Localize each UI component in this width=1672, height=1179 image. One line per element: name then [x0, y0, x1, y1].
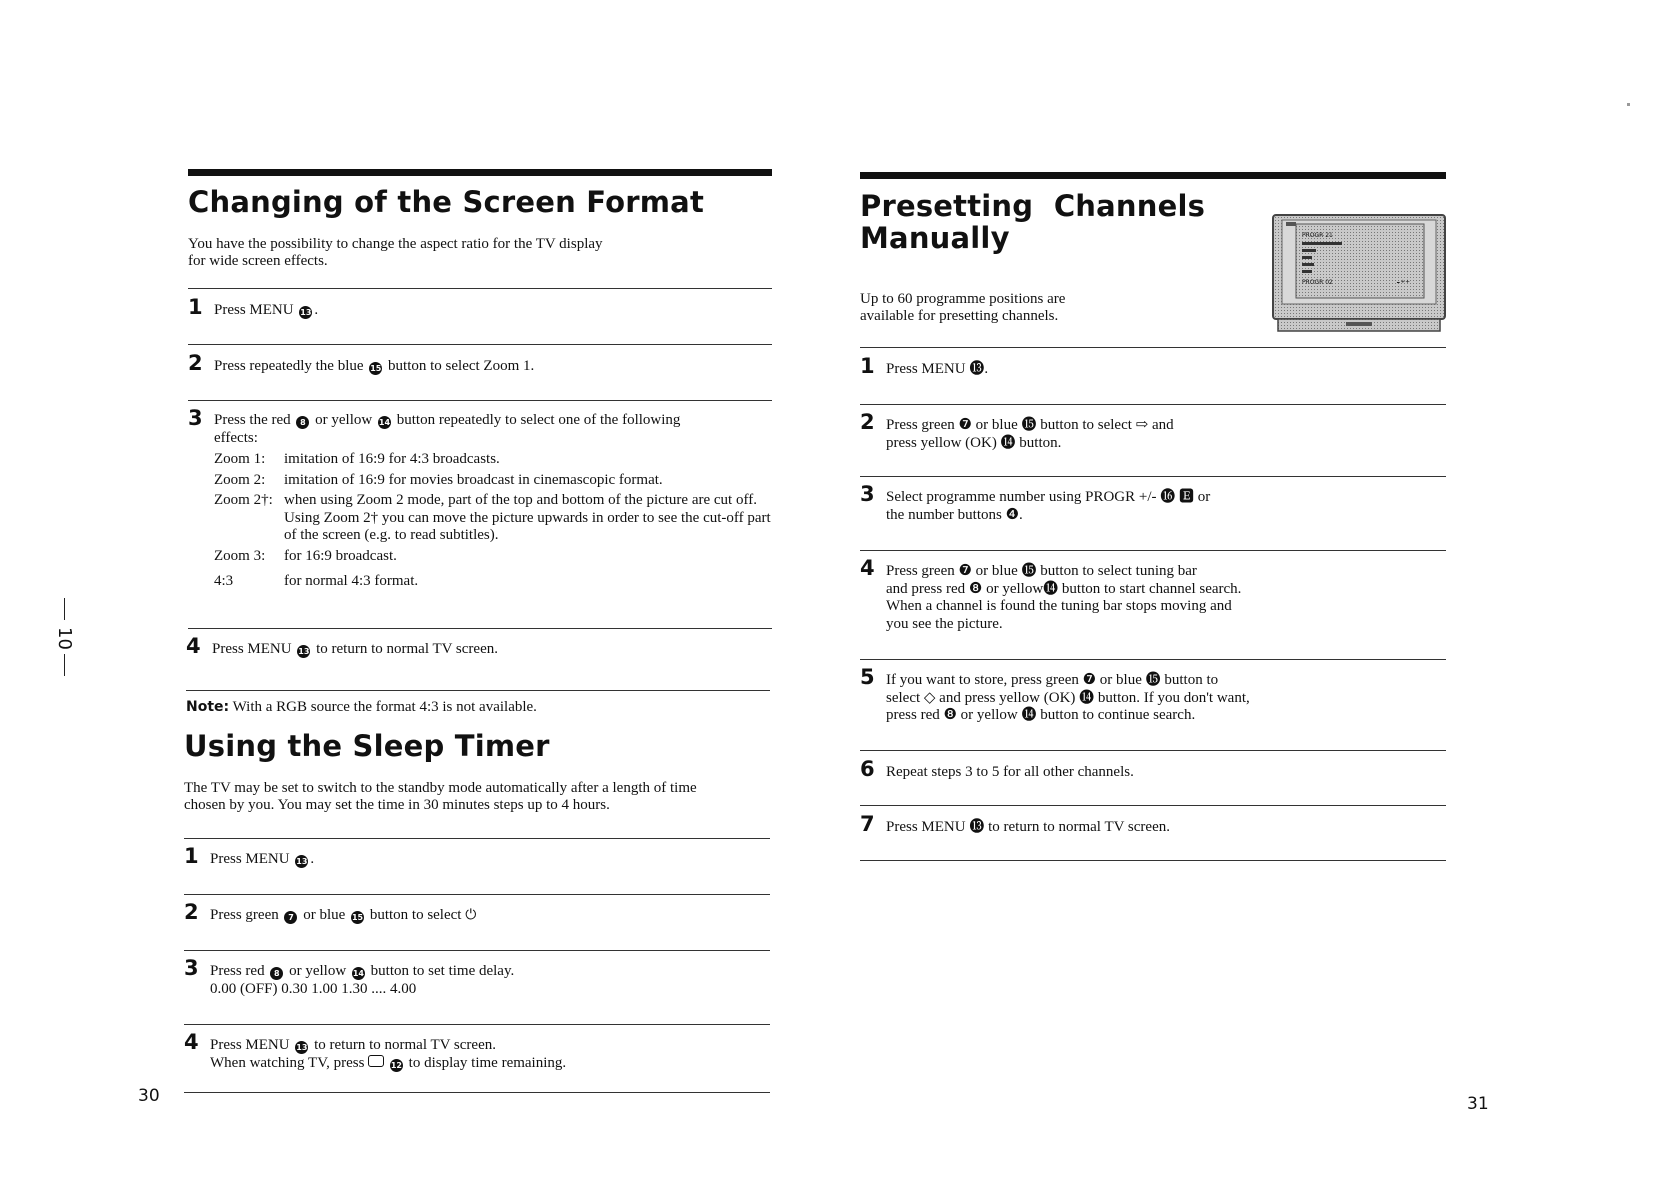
- step-text: [886, 672, 1250, 725]
- step-text: [214, 358, 534, 376]
- zoom-label: Zoom 2†:: [214, 492, 273, 508]
- step-text-part: effects:: [214, 429, 258, 446]
- step-text-part: .: [314, 302, 319, 318]
- step-number: 2: [188, 351, 203, 375]
- divider: [860, 476, 1446, 477]
- intro-line: available for presetting channels.: [860, 308, 1059, 324]
- step-number: 1: [188, 295, 203, 319]
- format-note: [186, 699, 537, 716]
- step-text: [210, 1037, 566, 1072]
- divider: [184, 1024, 770, 1025]
- yellow-button-icon: 14: [378, 418, 391, 427]
- divider: [188, 400, 772, 401]
- divider: [860, 860, 1446, 861]
- intro-line: for wide screen effects.: [188, 253, 328, 269]
- step-text-part: or yellow: [315, 412, 373, 428]
- info-button-icon: 12: [390, 1060, 402, 1070]
- page-number-left: 30: [138, 1086, 160, 1106]
- divider: [188, 344, 772, 345]
- zoom-option-row: [214, 451, 774, 469]
- step-text-part: Press red: [210, 963, 265, 979]
- note-text: With a RGB source the format 4:3 is not available.: [232, 699, 537, 715]
- sleep-timer-title: Using the Sleep Timer: [184, 729, 550, 763]
- step-text: [886, 563, 1241, 633]
- zoom-desc: when using Zoom 2 mode, part of the top and bottom of the picture are cut off. Using Zoom 2† you can move the picture upwards in order to see the cut-off part of the screen (e.g. to read subtitles).: [284, 492, 771, 543]
- step-text-part: Press MENU: [214, 302, 294, 318]
- step-text: [214, 412, 769, 447]
- step-line: If you want to store, press green ❼ or blue ⓯ button to: [886, 672, 1219, 688]
- step-line: Press green ❼ or blue ⓯ button to select ⇨ and: [886, 417, 1174, 433]
- marker-text: 10: [54, 627, 75, 650]
- step-text-part: Press green: [210, 907, 279, 923]
- step-number: 4: [184, 1030, 199, 1054]
- step-number: 3: [860, 482, 875, 506]
- screen-format-title: Changing of the Screen Format: [188, 185, 705, 219]
- yellow-button-icon: 14: [352, 969, 364, 978]
- zoom-option-row: [214, 573, 774, 591]
- side-page-marker: [54, 598, 74, 676]
- red-button-icon: 8: [296, 416, 309, 429]
- step-text-part: Press MENU: [210, 851, 290, 867]
- divider: [184, 1092, 770, 1093]
- note-label: Note:: [186, 699, 230, 715]
- scan-speck: [1627, 103, 1630, 106]
- step-text-part: Press MENU: [210, 1037, 290, 1053]
- step-text-part: or yellow: [289, 963, 347, 979]
- time-delay-values: 0.00 (OFF) 0.30 1.00 1.30 .... 4.00: [210, 980, 417, 997]
- divider: [186, 690, 770, 691]
- zoom-label: Zoom 3:: [214, 547, 266, 564]
- step-text: [212, 641, 498, 659]
- divider: [188, 628, 772, 629]
- step-text: [886, 417, 1174, 452]
- divider: [188, 288, 772, 289]
- step-number: 5: [860, 665, 875, 689]
- step-number: 3: [188, 406, 203, 430]
- step-number: 7: [860, 812, 875, 836]
- zoom-label: Zoom 2:: [214, 471, 266, 488]
- presetting-intro: [860, 291, 1065, 325]
- menu-button-icon: 13: [296, 1043, 308, 1052]
- divider: [860, 659, 1446, 660]
- step-text: [886, 361, 988, 379]
- zoom-options-table: [214, 451, 774, 594]
- zoom-desc: for 16:9 broadcast.: [284, 547, 397, 564]
- divider: [860, 805, 1446, 806]
- step-line: press yellow (OK) ⓮ button.: [886, 434, 1062, 451]
- step-number: 2: [860, 410, 875, 434]
- red-button-icon: 8: [270, 967, 283, 980]
- divider: [184, 950, 770, 951]
- divider: [184, 838, 770, 839]
- zoom-label: Zoom 1:: [214, 451, 266, 467]
- step-line: Press green ❼ or blue ⓯ button to select tuning bar: [886, 563, 1197, 579]
- step-number: 4: [860, 556, 875, 580]
- step-number: 4: [186, 634, 201, 658]
- marker-line: [64, 598, 65, 620]
- zoom-desc: imitation of 16:9 for movies broadcast in cinemascopic format.: [284, 471, 663, 488]
- title-line: Manually: [860, 221, 1010, 255]
- step-number: 1: [184, 844, 199, 868]
- step-line: press red ❽ or yellow ⓮ button to continue search.: [886, 707, 1196, 723]
- divider: [860, 347, 1446, 348]
- tv-menu-row: PROGR 02: [1302, 279, 1333, 286]
- step-text: [210, 851, 314, 869]
- zoom-option-row: [214, 548, 774, 566]
- step-line: Press MENU ⓭ to return to normal TV screen.: [886, 819, 1170, 835]
- step-number: 1: [860, 354, 875, 378]
- zoom-option-row: [214, 472, 774, 490]
- sleep-timer-intro: [184, 780, 697, 814]
- step-text-part: to display time remaining.: [408, 1054, 567, 1071]
- step-text: [886, 819, 1170, 837]
- svg-text:⁃⁺⁺: ⁃⁺⁺: [1396, 279, 1411, 289]
- step-line: Press MENU ⓭.: [886, 361, 989, 377]
- step-text-part: button repeatedly to select one of the following: [396, 412, 681, 428]
- step-line: you see the picture.: [886, 615, 1003, 632]
- page-number-right: 31: [1467, 1094, 1489, 1114]
- zoom-desc: for normal 4:3 format.: [284, 573, 419, 589]
- step-number: 2: [184, 900, 199, 924]
- step-text-part: .: [310, 851, 315, 867]
- left-top-bar: [188, 169, 772, 176]
- intro-line: chosen by you. You may set the time in 30 minutes steps up to 4 hours.: [184, 797, 610, 813]
- zoom-desc: imitation of 16:9 for 4:3 broadcasts.: [284, 451, 500, 467]
- green-button-icon: 7: [284, 911, 297, 924]
- step-text-part: button to select Zoom 1.: [388, 358, 535, 374]
- step-text-part: button to set time delay.: [370, 963, 515, 979]
- screen-format-intro: [188, 236, 603, 270]
- menu-button-icon: 13: [300, 308, 312, 317]
- step-text-part: Press the red: [214, 412, 291, 428]
- divider: [860, 404, 1446, 405]
- step-number: 6: [860, 757, 875, 781]
- menu-button-icon: 13: [298, 647, 310, 656]
- step-line: select ◇ and press yellow (OK) ⓮ button. If you don't want,: [886, 689, 1250, 706]
- right-top-bar: [860, 172, 1446, 179]
- intro-line: You have the possibility to change the aspect ratio for the TV display: [188, 236, 603, 252]
- step-text: [886, 489, 1210, 524]
- sleep-timer-icon: ⏻: [465, 907, 477, 923]
- blue-button-icon: 15: [370, 364, 382, 373]
- step-line: Repeat steps 3 to 5 for all other channels.: [886, 764, 1134, 780]
- step-text: [210, 907, 476, 925]
- marker-line: [64, 654, 65, 676]
- tv-menu-row: PROGR 21: [1302, 232, 1333, 239]
- divider: [860, 750, 1446, 751]
- divider: [184, 894, 770, 895]
- step-number: 3: [184, 956, 199, 980]
- step-line: Select programme number using PROGR +/- ⓰ 🅴 or: [886, 489, 1211, 505]
- step-text: [210, 963, 514, 998]
- step-line: and press red ❽ or yellow⓮ button to start channel search.: [886, 580, 1242, 597]
- intro-line: Up to 60 programme positions are: [860, 291, 1066, 307]
- step-text-part: or blue: [303, 907, 346, 923]
- zoom-label: 4:3: [214, 573, 234, 589]
- step-text-part: button to select: [369, 907, 462, 923]
- step-text-part: to return to normal TV screen.: [316, 641, 498, 657]
- menu-button-icon: 13: [296, 857, 308, 866]
- step-text: [886, 764, 1134, 782]
- blue-button-icon: 15: [351, 913, 364, 922]
- tv-drawing: [1272, 214, 1446, 334]
- step-text-part: to return to normal TV screen.: [314, 1037, 496, 1053]
- step-text: [214, 302, 318, 320]
- presetting-title: [860, 190, 1205, 254]
- step-text-part: Press repeatedly the blue: [214, 358, 364, 374]
- info-display-icon: [368, 1055, 384, 1067]
- tv-menu-illustration: [1272, 214, 1446, 334]
- intro-line: The TV may be set to switch to the standby mode automatically after a length of time: [184, 780, 697, 796]
- step-line: When a channel is found the tuning bar stops moving and: [886, 598, 1232, 614]
- step-text-part: When watching TV, press: [210, 1054, 365, 1071]
- divider: [860, 550, 1446, 551]
- step-line: the number buttons ❹.: [886, 506, 1023, 523]
- step-text-part: Press MENU: [212, 641, 292, 657]
- title-line: Presetting Channels: [860, 189, 1206, 223]
- zoom-option-row: [214, 492, 774, 545]
